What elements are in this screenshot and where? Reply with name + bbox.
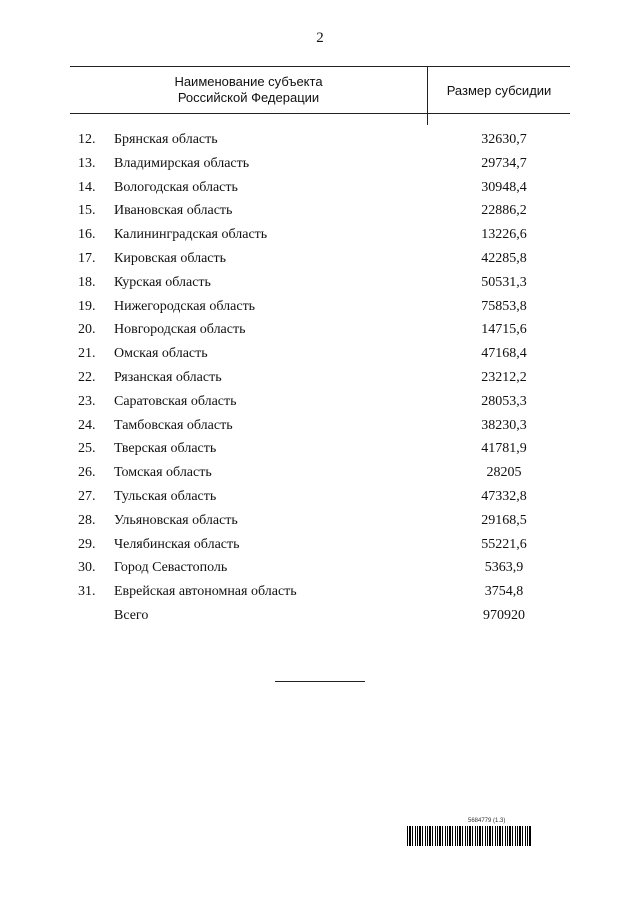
region-name: Ульяновская область [114, 512, 238, 528]
row-number: 25. [78, 441, 96, 457]
row-number: 30. [78, 560, 96, 576]
table-row [0, 414, 640, 438]
row-number: 19. [78, 298, 96, 314]
header-subject-name-line1: Наименование субъекта [174, 74, 323, 89]
subsidy-amount: 3754,8 [484, 584, 524, 600]
row-number: 20. [78, 322, 96, 338]
region-name: Рязанская область [114, 369, 222, 385]
subsidy-amount: 41781,9 [481, 441, 527, 457]
table-row [0, 437, 640, 461]
subsidy-amount: 14715,6 [481, 322, 527, 338]
subsidy-amount: 28205 [486, 465, 522, 481]
table-row [0, 295, 640, 319]
subsidy-amount: 32630,7 [481, 132, 527, 147]
region-name: Омская область [114, 346, 208, 362]
region-name: Саратовская область [114, 393, 237, 409]
region-name: Брянская область [114, 132, 218, 147]
region-name: Нижегородская область [114, 298, 256, 314]
subsidy-amount: 47332,8 [481, 488, 527, 504]
region-name: Тамбовская область [114, 417, 233, 433]
subsidy-amount: 75853,8 [481, 298, 527, 314]
table-row [0, 271, 640, 295]
total-row [0, 604, 640, 628]
row-number: 13. [78, 155, 96, 171]
subsidy-amount: 13226,6 [481, 227, 527, 243]
row-number: 16. [78, 227, 96, 243]
header-subsidy-amount: Размер субсидии [446, 82, 552, 98]
barcode [407, 826, 531, 846]
row-number: 24. [78, 417, 96, 433]
subsidy-amount: 50531,3 [481, 274, 527, 290]
table-row [0, 509, 640, 533]
region-name: Владимирская область [114, 155, 250, 171]
page-number: 2 [316, 30, 324, 46]
region-name: Челябинская область [114, 536, 240, 552]
region-name: Ивановская область [114, 203, 233, 219]
table-row [0, 390, 640, 414]
region-name: Тульская область [114, 488, 217, 504]
table-row [0, 580, 640, 604]
header-subject-name [70, 67, 427, 113]
subsidy-amount: 55221,6 [481, 536, 527, 552]
subsidy-amount: 22886,2 [481, 203, 527, 219]
row-number: 27. [78, 488, 96, 504]
total-amount: 970920 [483, 607, 525, 623]
row-number: 15. [78, 203, 96, 219]
row-number: 14. [78, 179, 96, 195]
table-row [0, 152, 640, 176]
row-number: 28. [78, 512, 96, 528]
table-row [0, 556, 640, 580]
region-name: Курская область [114, 274, 211, 290]
row-number: 31. [78, 584, 96, 600]
region-name: Еврейская автономная область [114, 584, 297, 600]
table-body [0, 128, 640, 628]
subsidy-amount: 29734,7 [481, 155, 527, 171]
subsidy-amount: 23212,2 [481, 369, 527, 385]
row-number: 22. [78, 369, 96, 385]
region-name: Тверская область [114, 441, 217, 457]
subsidy-amount: 38230,3 [481, 417, 527, 433]
table-row [0, 485, 640, 509]
table-row [0, 199, 640, 223]
table-row [0, 318, 640, 342]
row-number: 29. [78, 536, 96, 552]
subsidy-amount: 42285,8 [481, 250, 527, 266]
table-header [70, 66, 570, 114]
region-name: Калининградская область [114, 227, 268, 243]
table-row [0, 366, 640, 390]
subsidy-amount: 47168,4 [481, 346, 527, 362]
region-name: Томская область [114, 465, 212, 481]
row-number: 23. [78, 393, 96, 409]
row-number: 18. [78, 274, 96, 290]
row-number: 12. [78, 132, 96, 147]
subsidy-amount: 28053,3 [481, 393, 527, 409]
row-number: 26. [78, 465, 96, 481]
table-row [0, 247, 640, 271]
end-rule [275, 681, 365, 682]
header-subject-name-line2: Российской Федерации [177, 90, 320, 105]
row-number: 17. [78, 250, 96, 266]
subsidy-amount: 29168,5 [481, 512, 527, 528]
row-number: 21. [78, 346, 96, 362]
table-row [0, 342, 640, 366]
region-name: Город Севастополь [114, 560, 228, 576]
region-name: Новгородская область [114, 322, 246, 338]
table-row [0, 176, 640, 200]
region-name: Вологодская область [114, 179, 238, 195]
subsidy-amount: 5363,9 [484, 560, 524, 576]
table-row [0, 461, 640, 485]
table-row [0, 533, 640, 557]
region-name: Кировская область [114, 250, 227, 266]
barcode-label: 5684779 (1.3) [468, 818, 506, 824]
table-row [0, 128, 640, 152]
total-label: Всего [114, 607, 149, 623]
table-row [0, 223, 640, 247]
subsidy-amount: 30948,4 [481, 179, 527, 195]
